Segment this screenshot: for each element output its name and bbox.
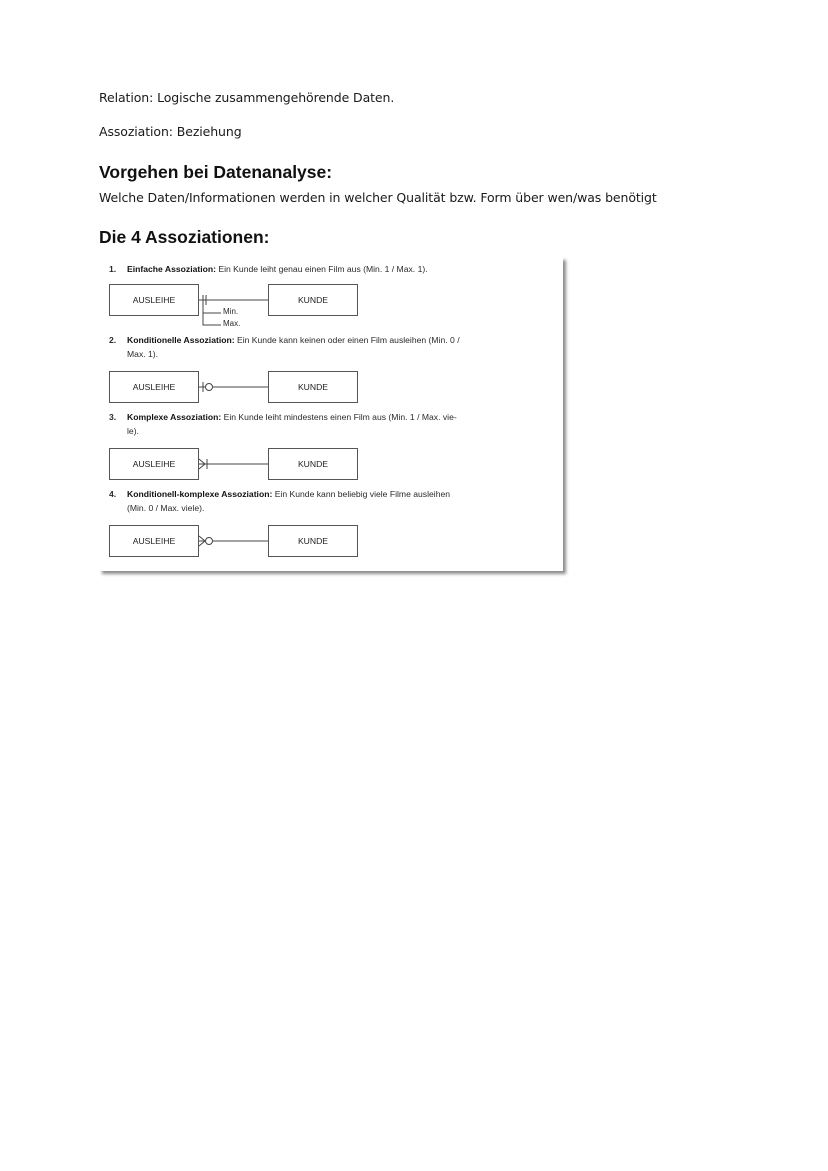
association-item-1-text: 1. Einfache Assoziation: Ein Kunde leiht genau einen Film aus (Min. 1 / Max. 1).: [109, 264, 428, 274]
entity-kunde-2: KUNDE: [268, 371, 358, 403]
association-item-2-text: 2. Konditionelle Assoziation: Ein Kunde kann keinen oder einen Film ausleihen (Min. 0 /: [109, 335, 460, 345]
entity-ausleihe-2: AUSLEIHE: [109, 371, 199, 403]
association-item-3-text-cont: le).: [127, 426, 139, 436]
max-callout: Max.: [223, 319, 241, 328]
datenanalyse-heading: Vorgehen bei Datenanalyse:: [99, 162, 333, 182]
entity-ausleihe-3: AUSLEIHE: [109, 448, 199, 480]
entity-kunde-3: KUNDE: [268, 448, 358, 480]
entity-kunde-4: KUNDE: [268, 525, 358, 557]
zero-or-many-connector: [199, 525, 268, 557]
entity-ausleihe-1: AUSLEIHE: [109, 284, 199, 316]
one-or-many-connector: [199, 448, 268, 480]
entity-kunde-1: KUNDE: [268, 284, 358, 316]
min-callout: Min.: [223, 307, 239, 316]
assoziationen-heading: Die 4 Assoziationen:: [99, 227, 270, 247]
association-item-2-text-cont: Max. 1).: [127, 349, 159, 359]
datenanalyse-text: Welche Daten/Informationen werden in welcher Qualität bzw. Form über wen/was benötigt: [99, 190, 657, 205]
assoziation-definition: Assoziation: Beziehung: [99, 124, 242, 139]
association-item-4-text: 4. Konditionell-komplexe Assoziation: Ein Kunde kann beliebig viele Filme ausleihen: [109, 489, 451, 499]
association-item-3-text: 3. Komplexe Assoziation: Ein Kunde leiht mindestens einen Film aus (Min. 1 / Max. vie-: [109, 412, 457, 422]
zero-or-one-connector: [199, 371, 268, 403]
association-item-4-text-cont: (Min. 0 / Max. viele).: [127, 503, 205, 513]
associations-figure: [99, 257, 563, 571]
entity-ausleihe-4: AUSLEIHE: [109, 525, 199, 557]
relation-definition: Relation: Logische zusammengehörende Daten.: [99, 90, 395, 105]
